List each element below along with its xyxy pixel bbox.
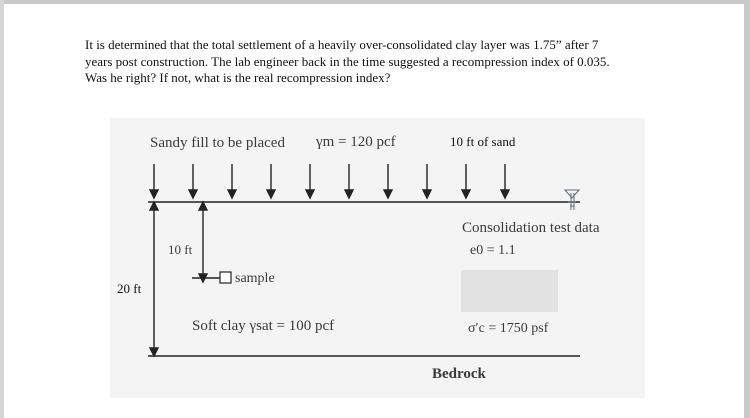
bedrock-label: Bedrock (432, 366, 486, 382)
soil-profile-figure (110, 118, 645, 398)
problem-statement (85, 37, 685, 87)
water-table-icon (565, 190, 579, 210)
problem-line-3: Was he right? If not, what is the real recompression index? (85, 70, 391, 85)
depth-10ft-label: 10 ft (168, 242, 193, 257)
dimension-20ft (150, 202, 158, 356)
window-right-border (744, 0, 750, 418)
fill-gamma: γm = 120 pcf (316, 134, 396, 150)
sample-marker (220, 272, 231, 283)
fill-label: Sandy fill to be placed (150, 135, 285, 151)
soil-profile-drawing (110, 118, 645, 398)
window-top-border (0, 0, 750, 4)
e0-value: e0 = 1.1 (470, 243, 516, 258)
sand-label: 10 ft of sand (450, 134, 516, 149)
load-arrows (150, 164, 509, 198)
problem-line-1: It is determined that the total settlement of a heavily over-consolidated clay layer was 1.75” after 7 (85, 37, 599, 52)
dimension-10ft (199, 202, 207, 282)
window-left-border (0, 0, 4, 418)
sigma-c-value: σ′c = 1750 psf (468, 321, 549, 336)
soft-clay-label: Soft clay γsat = 100 pcf (192, 318, 335, 334)
depth-20ft-label: 20 ft (117, 281, 142, 296)
sample-label: sample (235, 271, 275, 286)
consolidation-title: Consolidation test data (462, 220, 600, 236)
problem-line-2: years post construction. The lab engineer back in the time suggested a recompression index of 0.035. (85, 53, 610, 69)
obscured-region (461, 270, 558, 312)
